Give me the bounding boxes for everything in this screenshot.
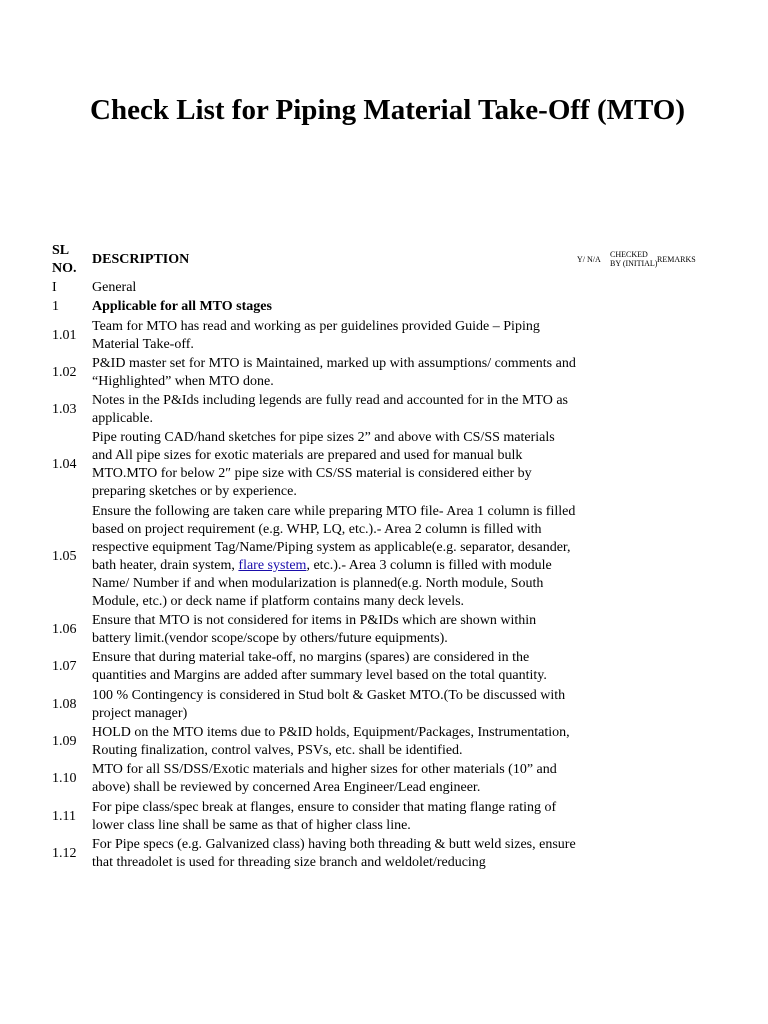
row-description: MTO for all SS/DSS/Exotic materials and higher sizes for other materials (10” and above) shall be reviewed by concerned Area Engineer/Lead engineer.: [92, 762, 557, 796]
row-description: Applicable for all MTO stages: [92, 299, 272, 315]
row-description: P&ID master set for MTO is Maintained, marked up with assumptions/ comments and “Highlighted” when MTO done.: [92, 355, 576, 389]
row-number: I: [52, 280, 57, 295]
header-checked-by: [610, 250, 657, 268]
row-description-text: , etc.).- Area 3 column is filled with module Name/ Number if and when modularization is planned(e.g. North module, South Module, etc.) or deck name if platform contains many deck levels.: [92, 557, 552, 609]
row-description: For pipe class/spec break at flanges, ensure to consider that mating flange rating of lower class line shall be same as that of higher class line.: [92, 799, 557, 833]
table-row: [0, 612, 768, 648]
row-description: 100 % Contingency is considered in Stud bolt & Gasket MTO.(To be discussed with project manager): [92, 687, 566, 721]
row-description-text: Ensure the following are taken care while preparing MTO file- Area 1 column is filled based on project requirement (e.g. WHP, LQ, etc.).- Area 2 column is filled with respective equipment Tag/Name/Piping system as applicable(e.g. separator, desander, bath heater, drain system,: [92, 503, 576, 573]
document-title: Check List for Piping Material Take-Off (MTO): [90, 94, 686, 126]
table-row: [0, 649, 768, 685]
table-row: [0, 836, 768, 872]
row-number: 1.10: [52, 771, 77, 787]
table-row: [0, 503, 768, 611]
table-row: [0, 298, 768, 316]
table-row: [0, 318, 768, 354]
row-description: [92, 503, 576, 611]
header-checked-line1: CHECKED: [610, 250, 648, 259]
table-row: [0, 355, 768, 391]
table-row: [0, 279, 768, 297]
row-description: Ensure that MTO is not considered for items in P&IDs which are shown within battery limit.(vendor scope/scope by others/future equipments).: [92, 613, 537, 647]
row-description: Notes in the P&Ids including legends are fully read and accounted for in the MTO as applicable.: [92, 393, 569, 427]
header-sl-no: SL NO.: [52, 243, 77, 276]
table-row: [0, 429, 768, 501]
row-number: 1.02: [52, 364, 77, 380]
row-number: 1.08: [52, 696, 77, 712]
row-description: Ensure that during material take-off, no margins (spares) are considered in the quantities and Margins are added after summary level based on the total quantity.: [92, 650, 547, 684]
row-number: 1.09: [52, 733, 77, 749]
row-number: 1.01: [52, 327, 77, 343]
table-row: [0, 761, 768, 797]
header-description: DESCRIPTION: [92, 252, 190, 267]
row-number: 1: [52, 299, 59, 315]
row-description: Pipe routing CAD/hand sketches for pipe sizes 2” and above with CS/SS materials and All pipe sizes for exotic materials are prepared and used for manual bulk MTO.MTO for below 2″ pipe size with CS/SS material is considered either by preparing sketches or by experience.: [92, 430, 555, 500]
row-description: General: [92, 280, 137, 295]
flare-system-link[interactable]: flare system: [238, 557, 307, 573]
row-number: 1.05: [52, 548, 77, 564]
row-number: 1.07: [52, 659, 77, 675]
header-yes-no-na: Y/ N/A: [577, 255, 601, 264]
row-number: 1.06: [52, 622, 77, 638]
row-number: 1.11: [52, 808, 76, 824]
row-number: 1.12: [52, 845, 77, 861]
row-number: 1.03: [52, 402, 77, 418]
row-description: For Pipe specs (e.g. Galvanized class) having both threading & butt weld sizes, ensure that threadolet is used for threading size branch and weldolet/reducing: [92, 836, 576, 870]
table-row: [0, 392, 768, 428]
table-row: [0, 724, 768, 760]
row-description: HOLD on the MTO items due to P&ID holds, Equipment/Packages, Instrumentation, Routing finalization, control valves, PSVs, etc. shall be identified.: [92, 724, 570, 758]
header-remarks: REMARKS: [657, 255, 696, 264]
table-row: [0, 687, 768, 723]
row-number: 1.04: [52, 457, 77, 473]
table-row: [0, 799, 768, 835]
row-description: Team for MTO has read and working as per guidelines provided Guide – Piping Material Take-off.: [92, 318, 540, 352]
checklist-table: [0, 279, 768, 873]
header-checked-line2: BY (INITIAL): [610, 259, 658, 268]
